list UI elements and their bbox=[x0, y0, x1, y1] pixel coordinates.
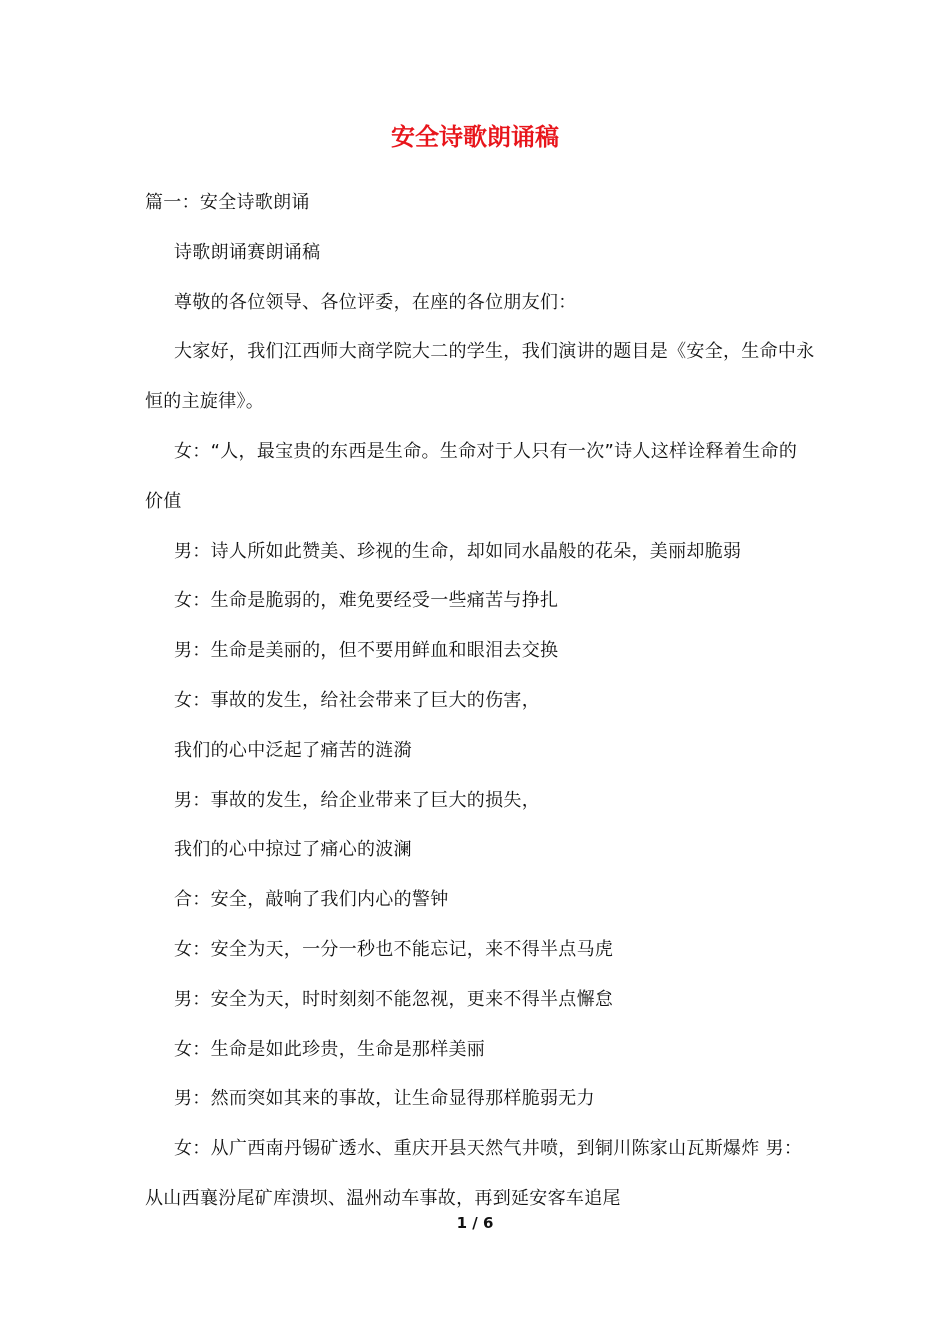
paragraph: 男：生命是美丽的，但不要用鲜血和眼泪去交换 bbox=[174, 640, 559, 662]
document-body bbox=[145, 178, 815, 1224]
paragraph: 男：安全为天，时时刻刻不能忽视，更来不得半点懈怠 bbox=[174, 988, 614, 1010]
paragraph: 诗歌朗诵赛朗诵稿 bbox=[174, 241, 321, 263]
paragraph: 女：“人，最宝贵的东西是生命。生命对于人只有一次”诗人这样诠释着生命的价值 bbox=[145, 440, 798, 512]
paragraph: 我们的心中掠过了痛心的波澜 bbox=[174, 839, 412, 861]
paragraph: 男：然而突如其来的事故，让生命显得那样脆弱无力 bbox=[174, 1088, 595, 1110]
paragraph: 女：从广西南丹锡矿透水、重庆开县天然气井喷，到铜川陈家山瓦斯爆炸 男：从山西襄汾尾矿库溃坝、温州动车事故，再到延安客车追尾 bbox=[145, 1138, 803, 1209]
document-title: 安全诗歌朗诵稿 bbox=[391, 123, 559, 151]
paragraph: 女：事故的发生，给社会带来了巨大的伤害， bbox=[174, 689, 540, 711]
paragraph: 女：安全为天，一分一秒也不能忘记，来不得半点马虎 bbox=[174, 938, 614, 960]
paragraph: 男：事故的发生，给企业带来了巨大的损失， bbox=[174, 789, 540, 811]
paragraph: 男：诗人所如此赞美、珍视的生命，却如同水晶般的花朵，美丽却脆弱 bbox=[174, 540, 742, 562]
paragraph: 我们的心中泛起了痛苦的涟漪 bbox=[174, 739, 412, 761]
paragraph: 大家好，我们江西师大商学院大二的学生，我们演讲的题目是《安全，生命中永恒的主旋律》。 bbox=[145, 341, 815, 413]
paragraph: 篇一：安全诗歌朗诵 bbox=[145, 192, 310, 213]
paragraph: 女：生命是如此珍贵，生命是那样美丽 bbox=[174, 1038, 486, 1060]
paragraph: 尊敬的各位领导、各位评委，在座的各位朋友们： bbox=[174, 291, 577, 313]
paragraph: 女：生命是脆弱的，难免要经受一些痛苦与挣扎 bbox=[174, 590, 559, 612]
page-number: 1 / 6 bbox=[456, 1214, 494, 1232]
paragraph: 合：安全，敲响了我们内心的警钟 bbox=[174, 889, 449, 911]
